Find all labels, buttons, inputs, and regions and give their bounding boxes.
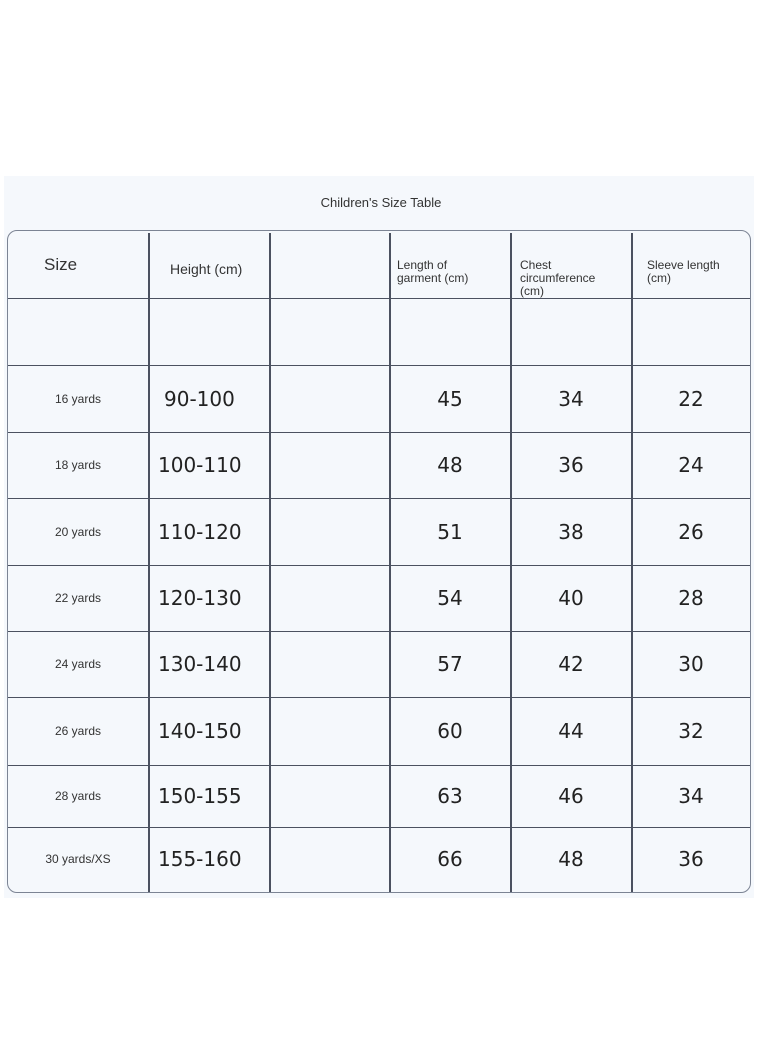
chest-circumference: 48 [558, 847, 584, 871]
header-blank [270, 231, 389, 298]
garment-length: 57 [437, 652, 463, 676]
row-divider [8, 298, 750, 299]
size-label: 20 yards [54, 524, 102, 539]
chest-circumference: 36 [558, 453, 584, 477]
sleeve-length: 30 [678, 652, 704, 676]
height-range: 150-155 [158, 784, 242, 808]
chest-circumference: 34 [558, 386, 584, 411]
header-chest: Chest circumference (cm) [520, 258, 596, 298]
height-range: 155-160 [158, 847, 242, 871]
garment-length: 54 [437, 586, 463, 610]
chest-circumference: 46 [558, 784, 584, 808]
size-label: 24 yards [54, 657, 102, 671]
sleeve-length: 26 [678, 519, 704, 544]
header-sleeve: Sleeve length (cm) [647, 258, 720, 285]
size-label: 16 yards [54, 391, 102, 406]
height-range: 130-140 [158, 652, 242, 676]
size-label: 18 yards [54, 458, 102, 472]
table-title: Children's Size Table [320, 195, 442, 210]
header-length: Length of garment (cm) [397, 258, 469, 285]
sleeve-length: 32 [678, 719, 704, 743]
column-divider [148, 233, 150, 892]
chest-circumference: 38 [558, 519, 584, 544]
garment-length: 60 [437, 719, 463, 743]
height-range: 110-120 [158, 519, 242, 544]
header-height: Height (cm) [170, 260, 243, 277]
garment-length: 48 [437, 453, 463, 477]
sleeve-length: 36 [678, 847, 704, 871]
size-table [7, 230, 751, 893]
sleeve-length: 22 [678, 386, 704, 411]
chest-circumference: 44 [558, 719, 584, 743]
header-size: Size [44, 254, 78, 274]
size-label: 26 yards [54, 724, 102, 738]
sleeve-length: 24 [678, 453, 704, 477]
size-label: 22 yards [54, 591, 102, 605]
garment-length: 63 [437, 784, 463, 808]
column-divider [269, 233, 271, 892]
height-range: 90-100 [164, 386, 235, 411]
sleeve-length: 28 [678, 586, 704, 610]
size-label: 30 yards/XS [45, 852, 111, 866]
height-range: 100-110 [158, 453, 242, 477]
height-range: 140-150 [158, 719, 242, 743]
sleeve-length: 34 [678, 784, 704, 808]
chest-circumference: 40 [558, 586, 584, 610]
size-label: 28 yards [54, 789, 102, 803]
garment-length: 51 [437, 519, 463, 544]
height-range: 120-130 [158, 586, 242, 610]
garment-length: 45 [437, 386, 463, 411]
garment-length: 66 [437, 847, 463, 871]
chest-circumference: 42 [558, 652, 584, 676]
